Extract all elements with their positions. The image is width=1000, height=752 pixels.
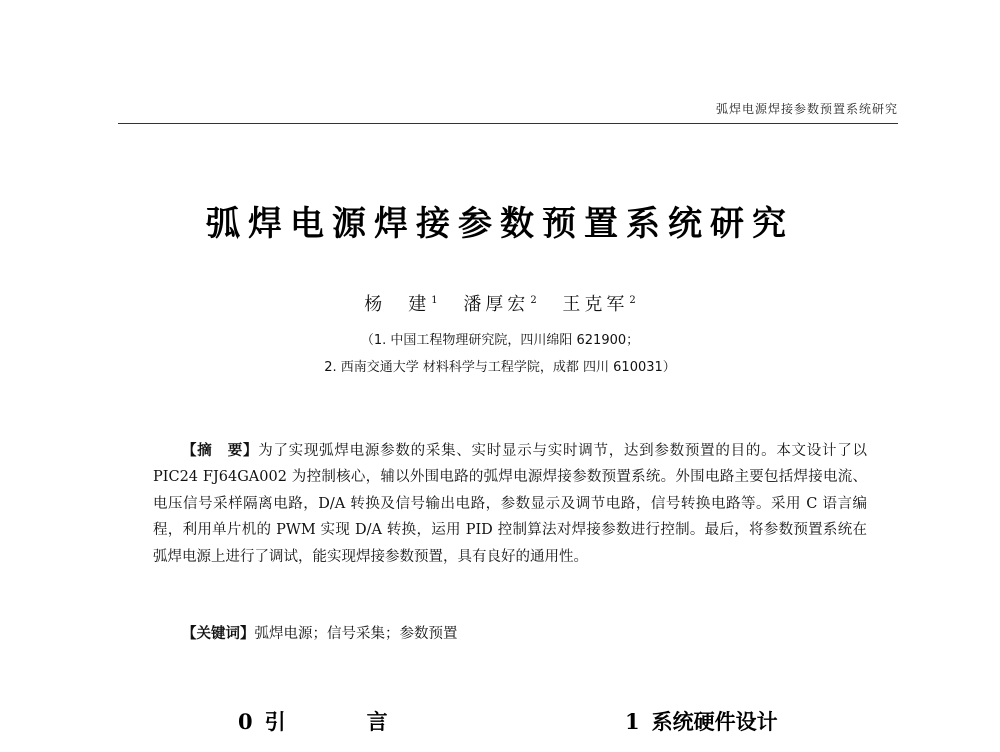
author-name: 潘厚宏 bbox=[463, 294, 530, 315]
affiliation-2: 2. 西南交通大学 材料科学与工程学院，成都 四川 610031） bbox=[324, 360, 676, 375]
keywords-label: 【关键词】 bbox=[182, 626, 255, 642]
abstract bbox=[153, 438, 867, 570]
section-heading-introduction bbox=[238, 706, 418, 736]
running-header: 弧焊电源焊接参数预置系统研究 bbox=[715, 102, 898, 116]
author-3 bbox=[562, 294, 635, 315]
affiliation-1: （1. 中国工程物理研究院，四川绵阳 621900； bbox=[360, 333, 640, 348]
section-number: 1 bbox=[625, 709, 640, 734]
abstract-label: 【摘 要】 bbox=[182, 443, 259, 459]
author-affiliation-mark: 1 bbox=[431, 295, 438, 306]
author-affiliation-mark: 2 bbox=[530, 295, 537, 306]
header-rule bbox=[118, 123, 898, 124]
section-title: 引 言 bbox=[264, 709, 418, 734]
author-2 bbox=[463, 294, 536, 315]
author-affiliation-mark: 2 bbox=[629, 295, 636, 306]
author-name: 杨 建 bbox=[364, 294, 431, 315]
section-title: 系统硬件设计 bbox=[651, 709, 778, 734]
author-1 bbox=[364, 294, 437, 315]
article-title: 弧焊电源焊接参数预置系统研究 bbox=[206, 204, 794, 244]
keywords bbox=[182, 622, 458, 643]
author-list bbox=[0, 290, 1000, 316]
section-number: 0 bbox=[238, 709, 253, 734]
abstract-text: 为了实现弧焊电源参数的采集、实时显示与实时调节，达到参数预置的目的。本文设计了以 PIC24 FJ64GA002 为控制核心，辅以外围电路的弧焊电源焊接参数预置系统。外围电路主要包括焊接电流、电压信号采样隔离电路，D/A 转换及信号输出电路，参数显示及调节电路，信号转换电路等。采用 C 语言编程，利用单片机的 PWM 实现 D/A 转换，运用 PID 控制算法对焊接参数进行控制。最后，将参数预置系统在弧焊电源上进行了调试，能实现焊接参数预置，具有良好的通用性。 bbox=[153, 443, 868, 565]
section-heading-hardware bbox=[625, 706, 778, 736]
keywords-text: 弧焊电源；信号采集；参数预置 bbox=[254, 626, 458, 642]
author-name: 王克军 bbox=[562, 294, 629, 315]
